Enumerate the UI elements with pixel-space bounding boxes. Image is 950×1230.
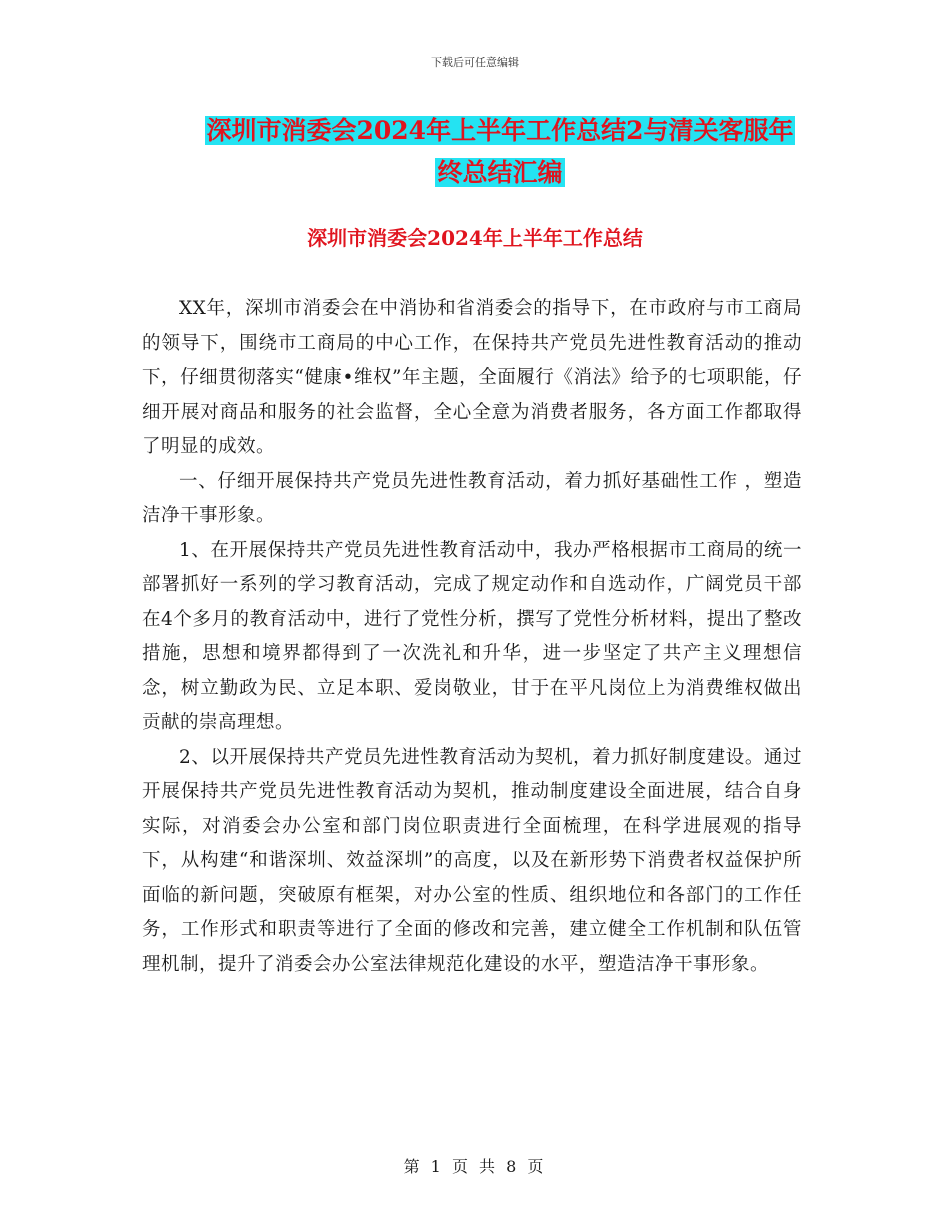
paragraph-section-1-heading: 一、仔细开展保持共产党员先进性教育活动，着力抓好基础性工作 ，塑造洁净干事形象。 <box>142 470 802 526</box>
document-title-line-2: 终总结汇编 <box>437 158 563 187</box>
paragraph-item-1: 1、在开展保持共产党员先进性教育活动中，我办严格根据市工商局的统一部署抓好一系列的学习教育活动，完成了规定动作和自选动作，广阔党员干部在4个多月的教育活动中，进行了党性分析，撰写了党性分析材料，提出了整改措施，思想和境界都得到了一次洗礼和升华，进一步坚定了共产主义理想信念，树立勤政为民、立足本职、爱岗敬业，甘于在平凡岗位上为消费维权做出贡献的崇高理想。 <box>142 539 802 733</box>
document-title <box>140 110 860 194</box>
body-text <box>142 292 802 982</box>
paragraph-item-2: 2、以开展保持共产党员先进性教育活动为契机，着力抓好制度建设。通过开展保持共产党员先进性教育活动为契机，推动制度建设全面进展，结合自身实际，对消委会办公室和部门岗位职责进行全面梳理，在科学进展观的指导下，从构建“和谐深圳、效益深圳”的高度，以及在新形势下消费者权益保护所面临的新问题，突破原有框架，对办公室的性质、组织地位和各部门的工作任务，工作形式和职责等进行了全面的修改和完善，建立健全工作机制和队伍管理机制，提升了消委会办公室法律规范化建设的水平，塑造洁净干事形象。 <box>142 746 802 975</box>
section-subtitle: 深圳市消委会2024年上半年工作总结 <box>307 226 643 250</box>
paragraph-intro: XX年，深圳市消委会在中消协和省消委会的指导下，在市政府与市工商局的领导下，围绕市工商局的中心工作，在保持共产党员先进性教育活动的推动下，仔细贯彻落实“健康•维权”年主题，全面履行《消法》给予的七项职能，仔细开展对商品和服务的社会监督，全心全意为消费者服务，各方面工作都取得了明显的成效。 <box>142 298 802 457</box>
header-note: 下载后可任意编辑 <box>431 56 519 69</box>
page-footer: 第 1 页 共 8 页 <box>403 1157 547 1176</box>
document-title-line-1: 深圳市消委会2024年上半年工作总结2与清关客服年 <box>206 116 794 145</box>
